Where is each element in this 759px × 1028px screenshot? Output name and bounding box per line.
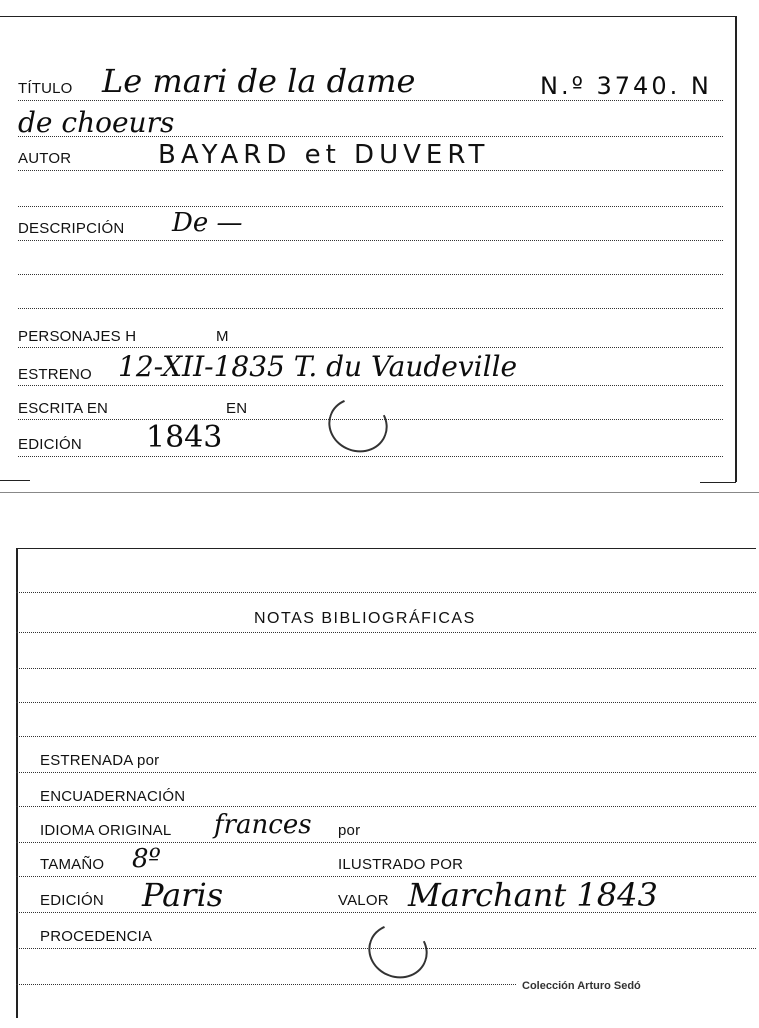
autor-line bbox=[18, 170, 723, 171]
procedencia-label: PROCEDENCIA bbox=[40, 928, 153, 945]
back-line-10 bbox=[16, 912, 756, 913]
back-line-12 bbox=[16, 984, 516, 985]
card-right-edge bbox=[735, 16, 737, 482]
card-back-top-edge bbox=[16, 548, 756, 549]
tamano-label: TAMAÑO bbox=[40, 856, 105, 873]
personajes-m-label: M bbox=[216, 328, 229, 345]
edicion-line bbox=[18, 456, 723, 457]
blank-line-2 bbox=[18, 274, 723, 275]
descripcion-line bbox=[18, 240, 723, 241]
numero-value: N.º 3740. N bbox=[540, 72, 712, 100]
autor-label: AUTOR bbox=[18, 150, 72, 167]
card-top-edge bbox=[0, 16, 736, 17]
blank-line-1 bbox=[18, 206, 723, 207]
encuadernacion-label: ENCUADERNACIÓN bbox=[40, 788, 186, 805]
punch-hole-stamp-back bbox=[361, 915, 436, 986]
back-line-8 bbox=[16, 842, 756, 843]
titulo-continuation: de choeurs bbox=[18, 106, 175, 139]
tamano-value: 8º bbox=[132, 844, 161, 874]
back-line-7 bbox=[16, 806, 756, 807]
edicion-label: EDICIÓN bbox=[18, 436, 82, 453]
back-line-2 bbox=[16, 632, 756, 633]
catalog-card-front bbox=[0, 0, 740, 492]
titulo-label: TÍTULO bbox=[18, 80, 73, 97]
autor-value: BAYARD et DUVERT bbox=[158, 140, 490, 170]
titulo-line-2 bbox=[18, 136, 723, 137]
idioma-value: frances bbox=[214, 810, 312, 840]
descripcion-label: DESCRIPCIÓN bbox=[18, 220, 125, 237]
edicion-back-value: Paris bbox=[142, 876, 224, 914]
back-line-1 bbox=[16, 592, 756, 593]
estreno-label: ESTRENO bbox=[18, 366, 92, 383]
catalog-card-back bbox=[0, 540, 759, 1028]
estreno-value: 12-XII-1835 T. du Vaudeville bbox=[118, 350, 518, 383]
titulo-value: Le mari de la dame bbox=[102, 62, 416, 100]
notas-heading: NOTAS BIBLIOGRÁFICAS bbox=[254, 610, 476, 627]
estrenada-label: ESTRENADA por bbox=[40, 752, 160, 769]
valor-label: VALOR bbox=[338, 892, 389, 909]
back-line-4 bbox=[16, 702, 756, 703]
coleccion-note: Colección Arturo Sedó bbox=[522, 980, 641, 992]
descripcion-value: De — bbox=[172, 208, 243, 238]
edicion-value: 1843 bbox=[146, 420, 223, 455]
blank-line-3 bbox=[18, 308, 723, 309]
punch-hole-stamp bbox=[321, 389, 396, 460]
card-bottom-left-edge bbox=[0, 480, 30, 481]
back-line-5 bbox=[16, 736, 756, 737]
idioma-label: IDIOMA ORIGINAL bbox=[40, 822, 172, 839]
escrita-label: ESCRITA EN bbox=[18, 400, 109, 417]
personajes-line bbox=[18, 347, 723, 348]
back-line-6 bbox=[16, 772, 756, 773]
card-divider bbox=[0, 492, 759, 493]
back-line-3 bbox=[16, 668, 756, 669]
edicion-back-label: EDICIÓN bbox=[40, 892, 104, 909]
personajes-label: PERSONAJES H bbox=[18, 328, 137, 345]
ilustrado-label: ILUSTRADO POR bbox=[338, 856, 464, 873]
titulo-line bbox=[18, 100, 723, 101]
idioma-por-label: por bbox=[338, 822, 361, 839]
estreno-line bbox=[18, 385, 723, 386]
escrita-en-label: EN bbox=[226, 400, 248, 417]
card-bottom-edge bbox=[700, 482, 736, 483]
valor-value: Marchant 1843 bbox=[408, 876, 658, 914]
